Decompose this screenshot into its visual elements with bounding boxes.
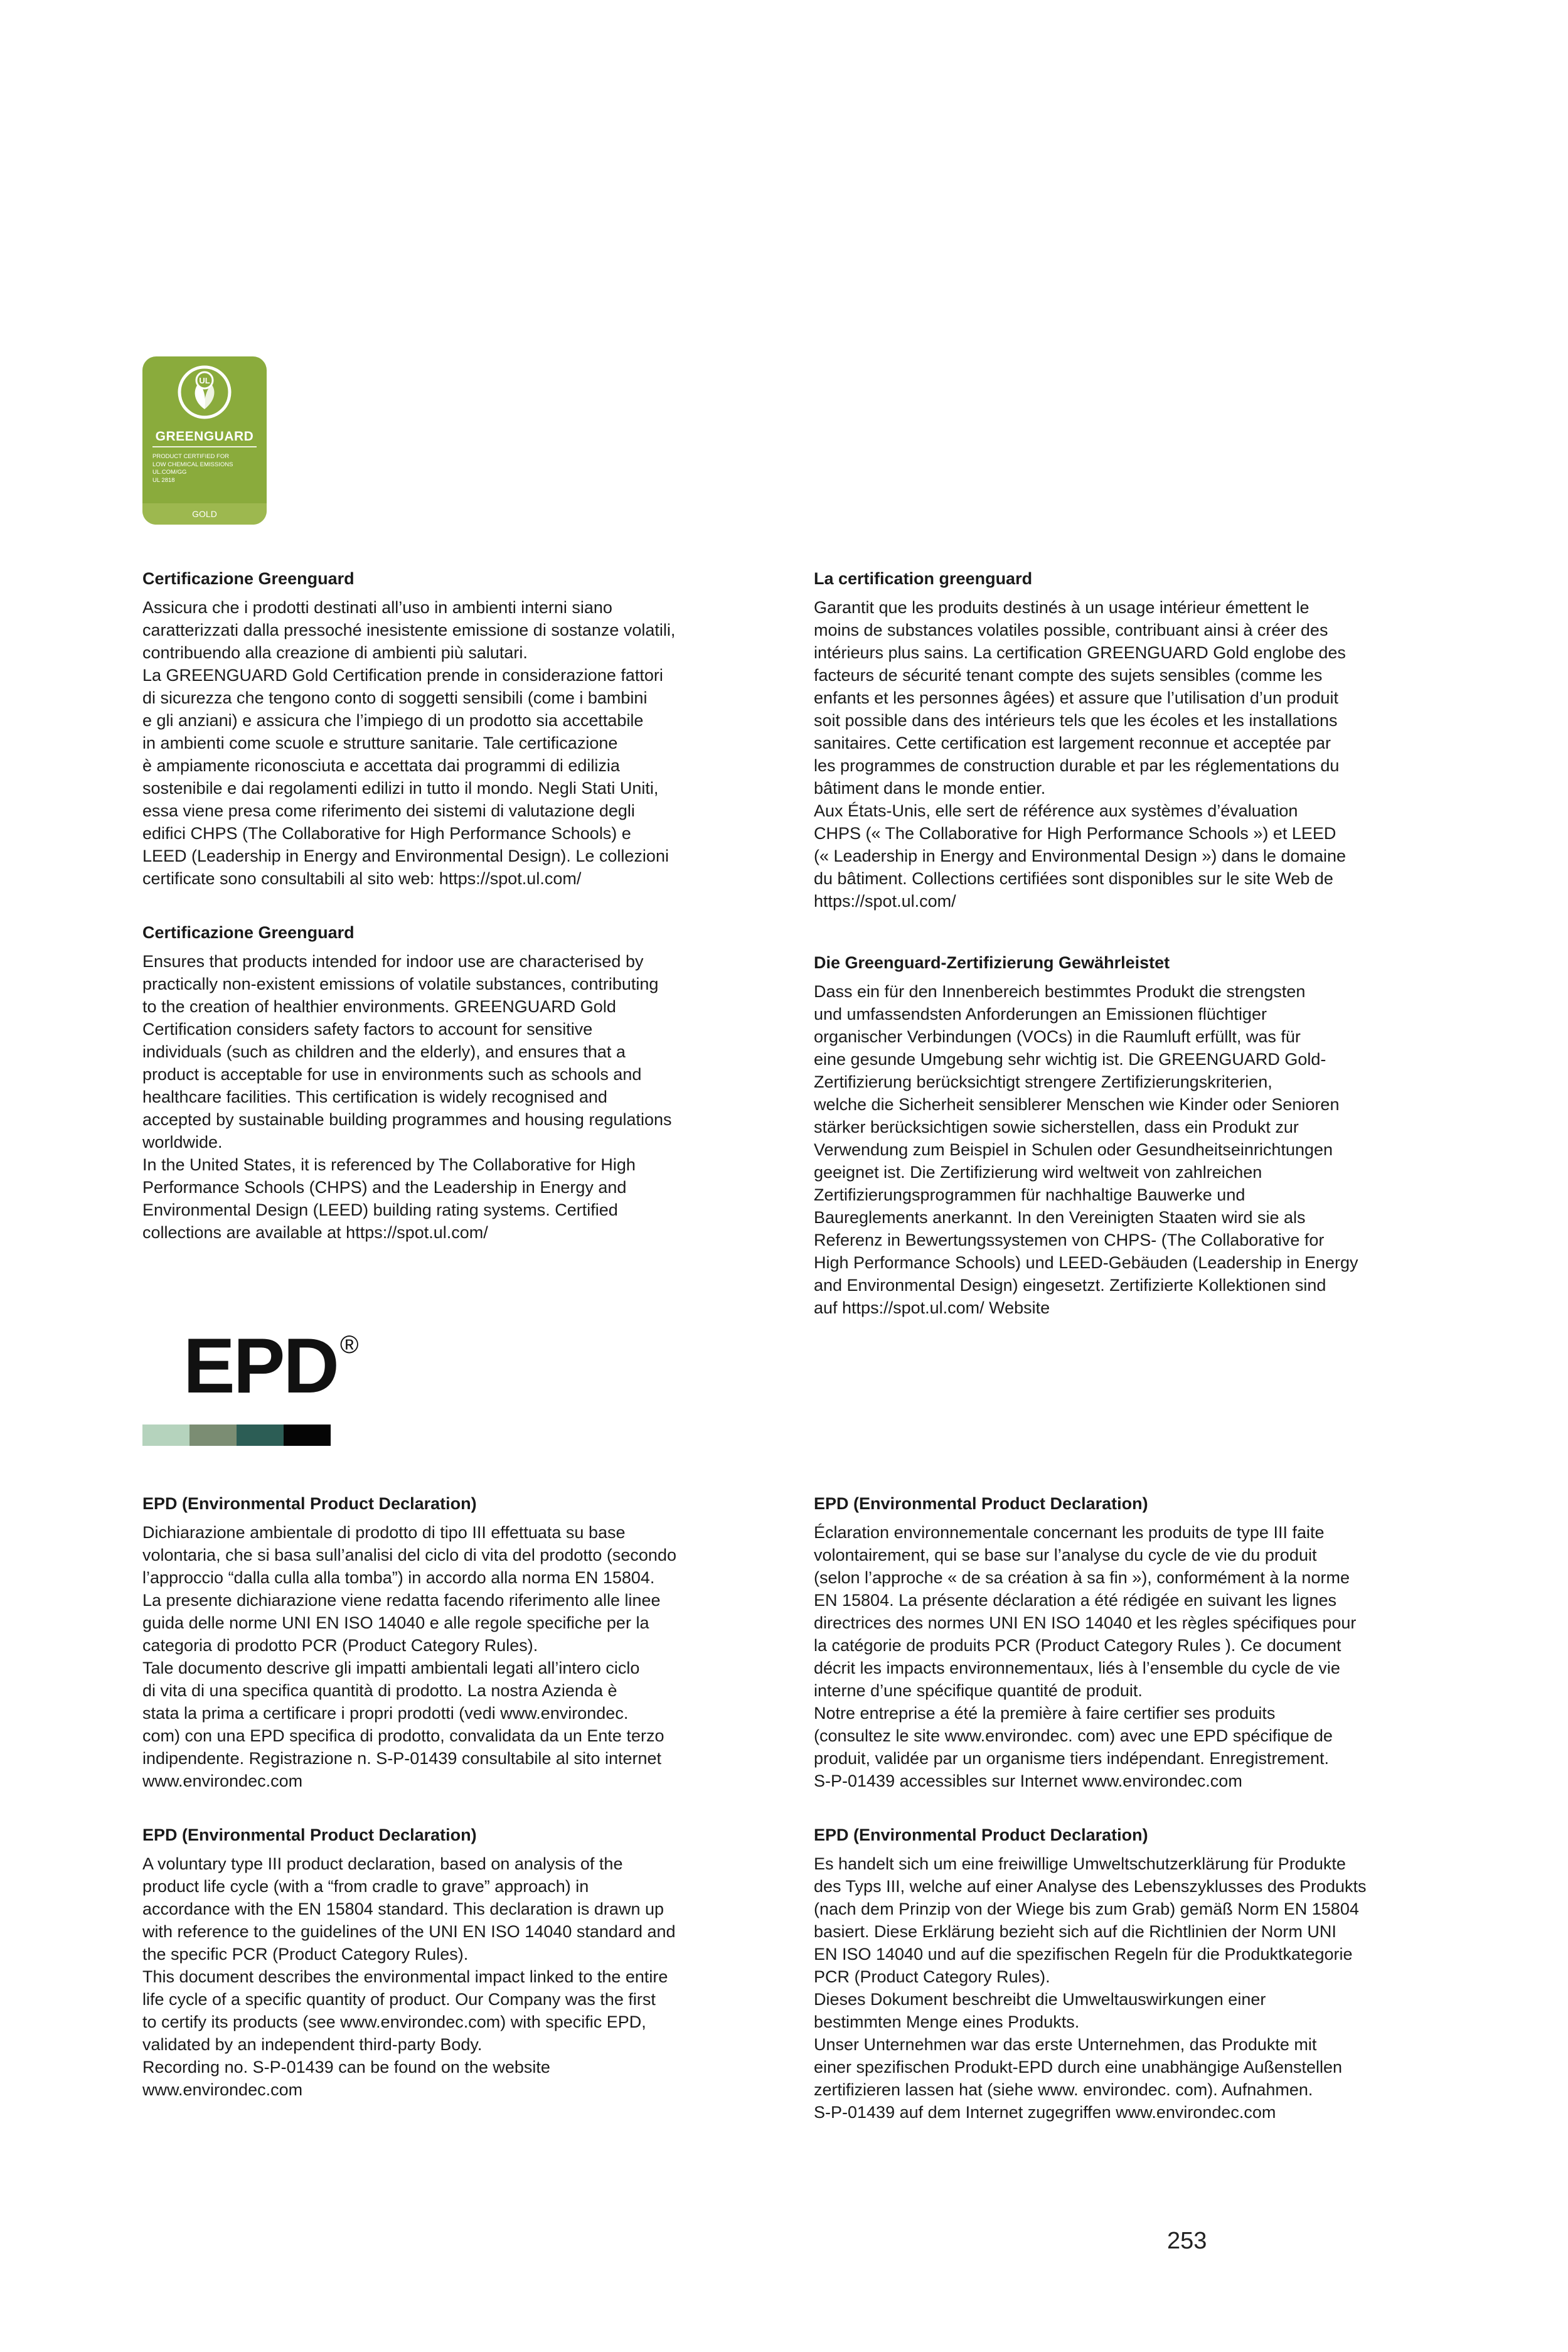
badge-caption: PRODUCT CERTIFIED FOR LOW CHEMICAL EMISSIONS UL.COM/GG UL 2818 — [152, 453, 233, 484]
greenguard-section-italian — [142, 567, 757, 890]
section-heading: La certification greenguard — [814, 569, 1033, 588]
epd-section-italian — [142, 1492, 757, 1792]
epd-color-strip-1 — [142, 1425, 189, 1446]
greenguard-section-english — [142, 921, 757, 1244]
section-heading: Certificazione Greenguard — [142, 923, 355, 942]
greenguard-section-french — [814, 567, 1429, 912]
registered-mark: ® — [340, 1331, 359, 1359]
section-body: A voluntary type III product declaration, based on analysis of the product life cycle (with a “from cradle to grave” approach) in accordance with the EN 15804 standard. This declaration is drawn up with reference to the guidelines of the UNI EN ISO 14040 standard and the specific PCR (Product Category Rules). This document describes the environmental impact linked to the entire life cycle of a specific quantity of product. Our Company was the first to certify its products (see www.environdec.com) with specific EPD, validated by an independent third-party Body. Recording no. S-P-01439 can be found on the website www.environdec.com — [142, 1854, 676, 2099]
epd-color-strip-3 — [237, 1425, 284, 1446]
badge-divider — [152, 446, 257, 447]
section-body: Assicura che i prodotti destinati all’uso in ambienti interni siano caratterizzati dalla pressoché inesistente emissione di sostanze volatili, contribuendo alla creazione di ambienti più salutari. La GREENGUARD Gold Certification prende in considerazione fattori di sicurezza che tengono conto di soggetti sensibili (come i bambini e gli anziani) e assicura che l’impiego di un prodotto sia accettabile in ambienti come scuole e strutture sanitarie. Tale certificazione è ampiamente riconosciuta e accettata dai programmi di edilizia sostenibile e dai regolamenti edilizi in tutto il mondo. Negli Stati Uniti, essa viene presa come riferimento dei sistemi di valutazione degli edifici CHPS (The Collaborative for High Performance Schools) e LEED (Leadership in Energy and Environmental Design). Le collezioni certificate sono consultabili al sito web: https://spot.ul.com/ — [142, 598, 676, 888]
badge-level: GOLD — [142, 503, 267, 525]
epd-section-french — [814, 1492, 1429, 1792]
epd-section-german — [814, 1824, 1429, 2124]
badge-title: GREENGUARD — [155, 429, 254, 444]
section-body: Éclaration environnementale concernant les produits de type III faite volontairement, qui se base sur l’analyse du cycle de vie du produit (selon l’approche « de sa création à sa fin »), conformément à la norme EN 15804. La présente déclaration a été rédigée en suivant les lignes directrices des normes UNI EN ISO 14040 et les règles spécifiques pour la catégorie de produits PCR (Product Category Rules ). Ce document décrit les impacts environnementaux, liés à l’ensemble du cycle de vie interne d’une spécifique quantité de produit. Notre entreprise a été la première à faire certifier ses produits (consultez le site www.environdec. com) avec une EPD spécifique de produit, validée par un organisme tiers indépendant. Enregistrement. S-P-01439 accessibles sur Internet www.environdec.com — [814, 1523, 1357, 1790]
ul-leaf-icon — [176, 364, 233, 420]
epd-section-english — [142, 1824, 757, 2101]
greenguard-gold-badge — [142, 356, 267, 525]
section-heading: EPD (Environmental Product Declaration) — [814, 1825, 1148, 1844]
section-heading: EPD (Environmental Product Declaration) — [142, 1494, 477, 1513]
section-heading: EPD (Environmental Product Declaration) — [142, 1825, 477, 1844]
section-body: Es handelt sich um eine freiwillige Umweltschutzerklärung für Produkte des Typs III, welche auf einer Analyse des Lebenszyklusses des Produkts (nach dem Prinzip von der Wiege bis zum Grab) gemäß Norm EN 15804 basiert. Diese Erklärung bezieht sich auf die Richtlinien der Norm UNI EN ISO 14040 und auf die spezifischen Regeln für die Produktkategorie PCR (Product Category Rules). Dieses Dokument beschreibt die Umweltauswirkungen einer bestimmten Menge eines Produkts. Unser Unternehmen war das erste Unternehmen, das Produkte mit einer spezifischen Produkt-EPD durch eine unabhängige Außenstellen zertifizieren lassen hat (siehe www. environdec. com). Aufnahmen. S-P-01439 auf dem Internet zugegriffen www.environdec.com — [814, 1854, 1367, 2122]
section-body: Ensures that products intended for indoor use are characterised by practically non-existent emissions of volatile substances, contributing to the creation of healthier environments. GREENGUARD Gold Certification considers safety factors to account for sensitive individuals (such as children and the elderly), and ensures that a product is acceptable for use in environments such as schools and healthcare facilities. This certification is widely recognised and accepted by sustainable building programmes and housing regulations worldwide. In the United States, it is referenced by The Collaborative for High Performance Schools (CHPS) and the Leadership in Energy and Environmental Design (LEED) building rating systems. Certified collections are available at https://spot.ul.com/ — [142, 952, 672, 1242]
epd-color-strip-4 — [284, 1425, 331, 1446]
section-body: Dichiarazione ambientale di prodotto di tipo III effettuata su base volontaria, che si basa sull’analisi del ciclo di vita del prodotto (secondo l’approccio “dalla culla alla tomba”) in accordo alla norma EN 15804. La presente dichiarazione viene redatta facendo riferimento alle linee guida delle norme UNI EN ISO 14040 e alle regole specifiche per la categoria di prodotto PCR (Product Category Rules). Tale documento descrive gli impatti ambientali legati all’intero ciclo di vita di una specifica quantità di prodotto. La nostra Azienda è stata la prima a certificare i propri prodotti (vedi www.environdec. com) con una EPD specifica di prodotto, convalidata da un Ente terzo indipendente. Registrazione n. S-P-01439 consultabile al sito internet www.environdec.com — [142, 1523, 676, 1790]
epd-logo: EPD — [183, 1323, 338, 1409]
greenguard-section-german — [814, 951, 1429, 1319]
page-number: 253 — [1167, 2228, 1207, 2254]
epd-color-strip-2 — [189, 1425, 237, 1446]
section-heading: Die Greenguard-Zertifizierung Gewährleistet — [814, 953, 1170, 972]
section-body: Dass ein für den Innenbereich bestimmtes Produkt die strengsten und umfassendsten Anforderungen an Emissionen flüchtiger organischer Verbindungen (VOCs) in die Raumluft erfüllt, was für eine gesunde Umgebung sehr wichtig ist. Die GREENGUARD Gold- Zertifizierung berücksichtigt strengere Zertifizierungskriterien, welche die Sicherheit sensiblerer Menschen wie Kinder oder Senioren stärker berücksichtigen sowie sicherstellen, dass ein Produkt zur Verwendung zum Beispiel in Schulen oder Gesundheitseinrichtungen geeignet ist. Die Zertifizierung wird weltweit von zahlreichen Zertifizierungsprogrammen für nachhaltige Bauwerke und Baureglements anerkannt. In den Vereinigten Staaten wird sie als Referenz in Bewertungssystemen von CHPS- (The Collaborative for High Performance Schools) und LEED-Gebäuden (Leadership in Energy and Environmental Design) eingesetzt. Zertifizierte Kollektionen sind auf https://spot.ul.com/ Website — [814, 982, 1358, 1317]
section-heading: EPD (Environmental Product Declaration) — [814, 1494, 1148, 1513]
section-body: Garantit que les produits destinés à un usage intérieur émettent le moins de substances volatiles possible, contribuant ainsi à créer des intérieurs plus sains. La certification GREENGUARD Gold englobe des facteurs de sécurité tenant compte des sujets sensibles (comme les enfants et les personnes âgées) et assure que l’utilisation d’un produit soit possible dans des intérieurs tels que les écoles et les installations sanitaires. Cette certification est largement reconnue et acceptée par les programmes de construction durable et par les réglementations du bâtiment dans le monde entier. Aux États-Unis, elle sert de référence aux systèmes d’évaluation CHPS (« The Collaborative for High Performance Schools ») et LEED (« Leadership in Energy and Environmental Design ») dans le domaine du bâtiment. Collections certifiées sont disponibles sur le site Web de https://spot.ul.com/ — [814, 598, 1347, 911]
svg-text:UL: UL — [199, 376, 210, 385]
section-heading: Certificazione Greenguard — [142, 569, 355, 588]
